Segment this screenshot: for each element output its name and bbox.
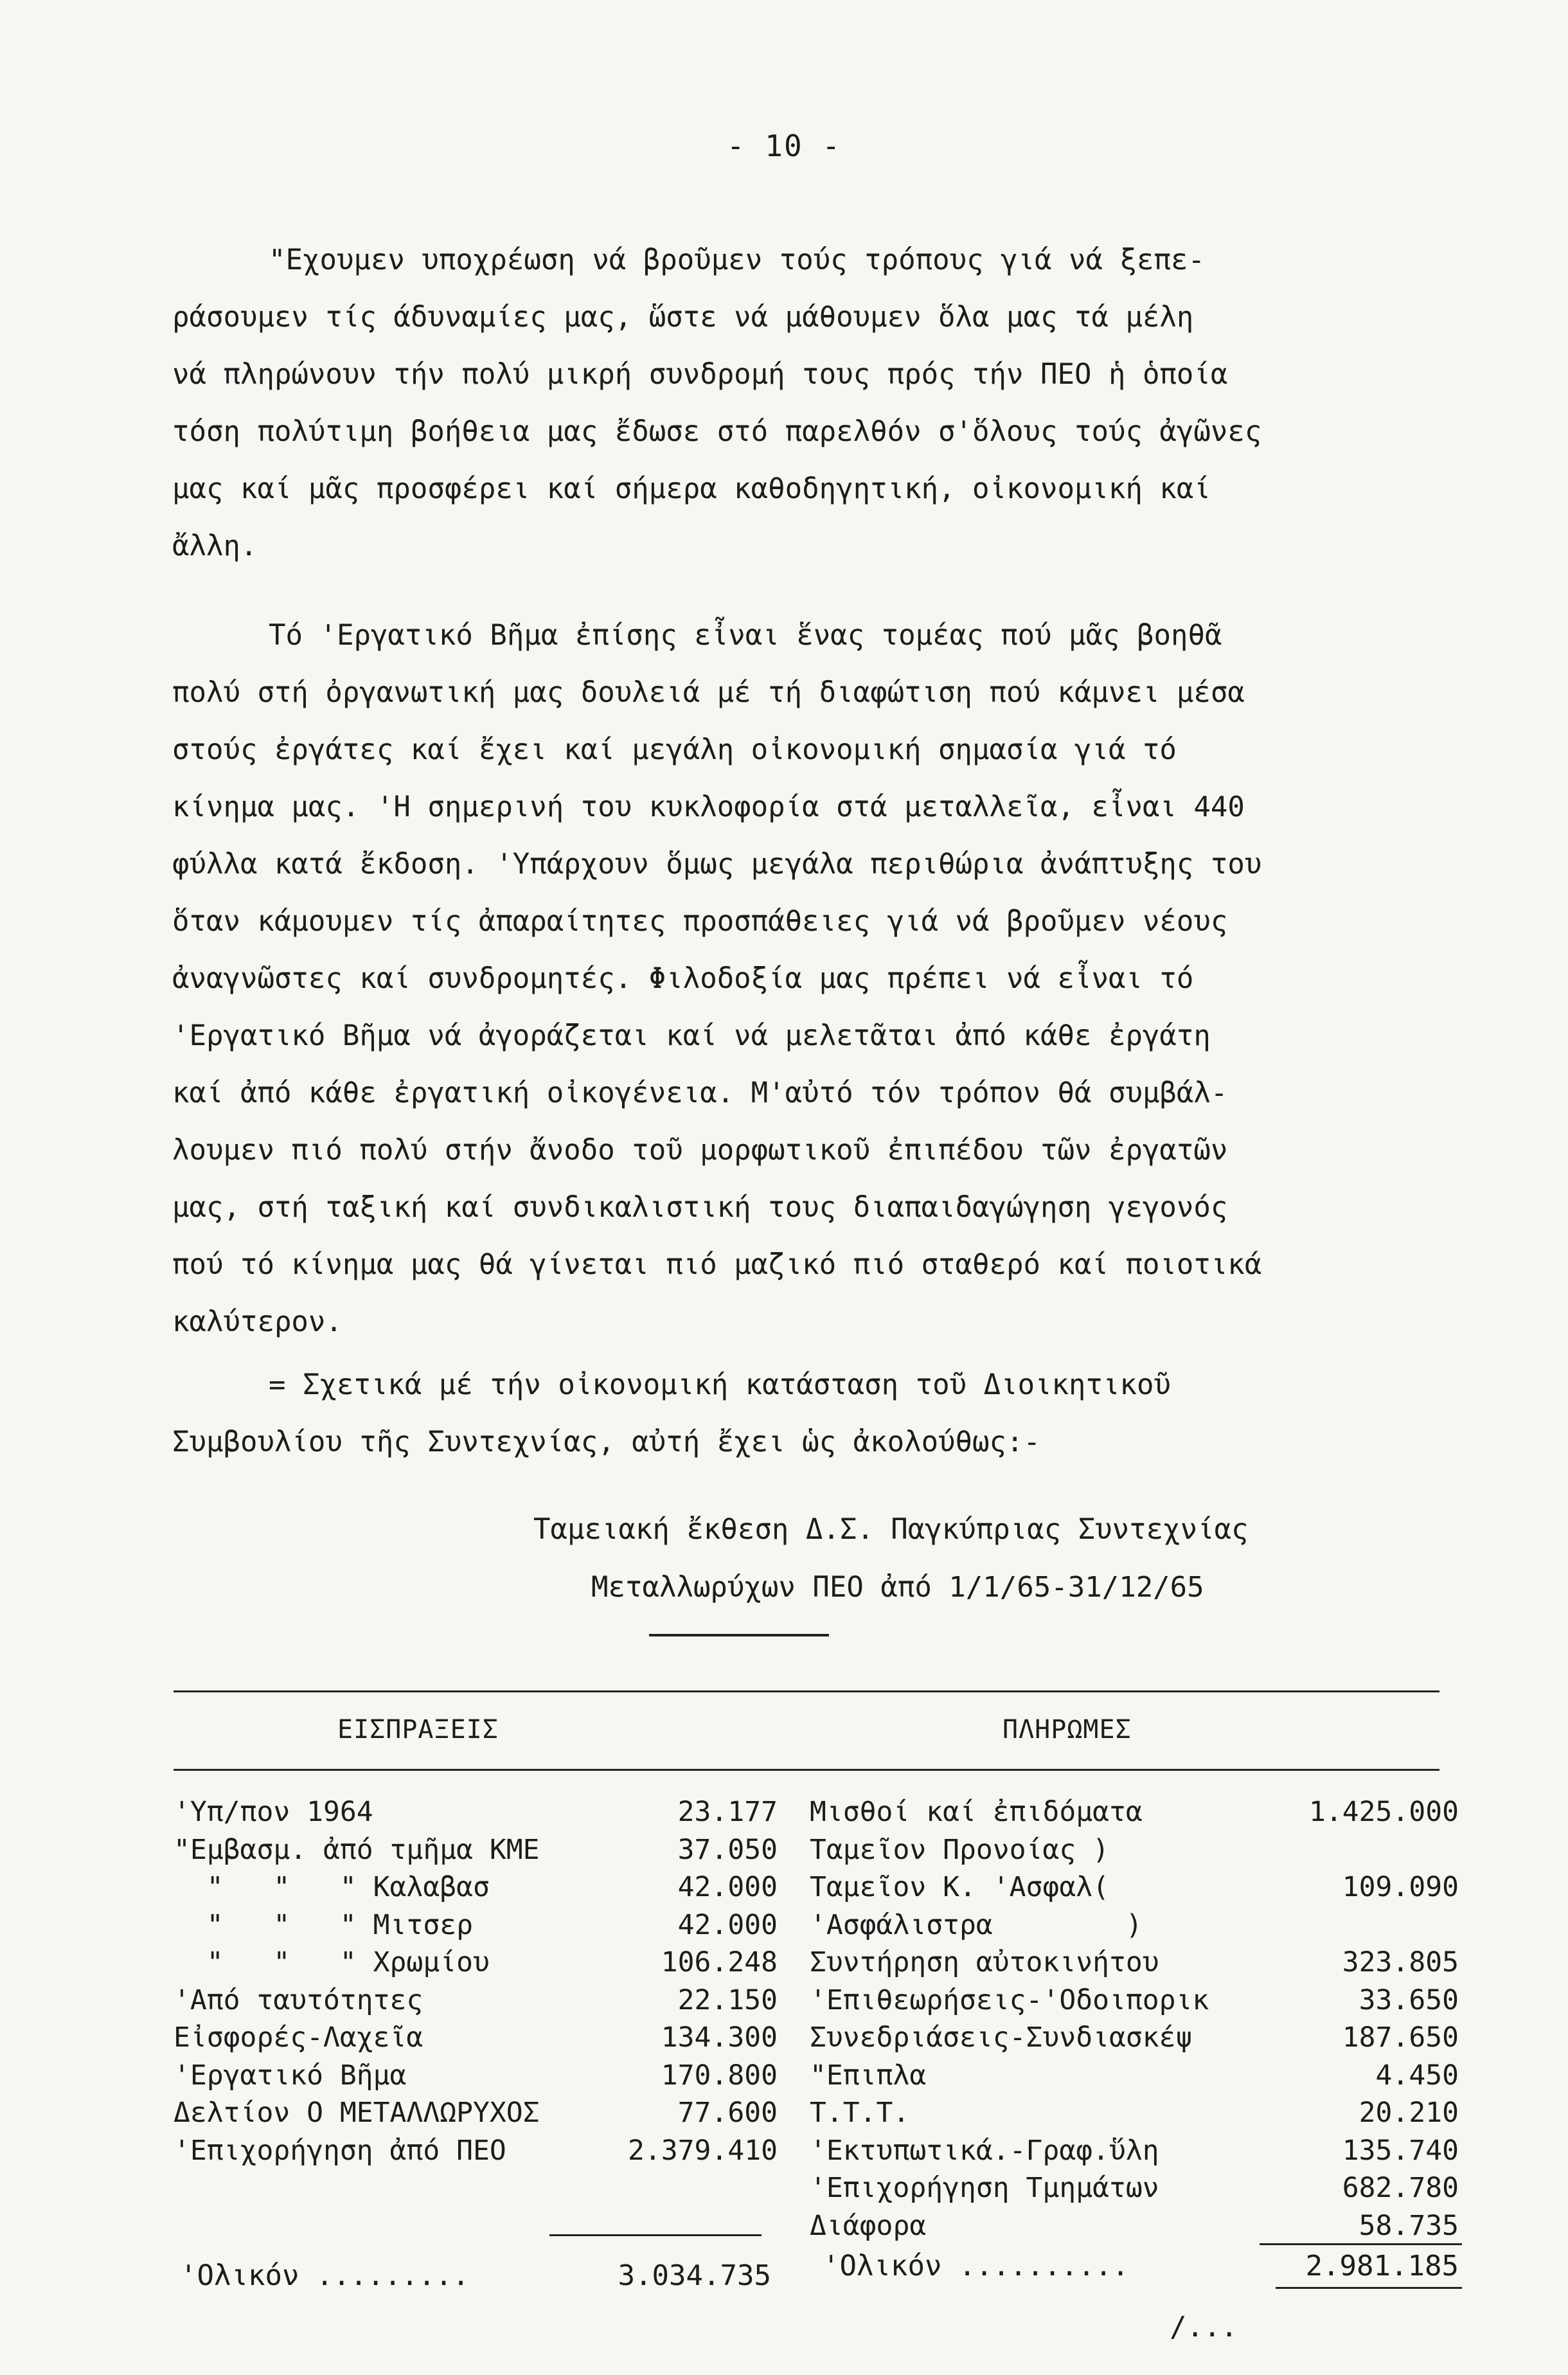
receipt-amount: 23.177 — [677, 1796, 778, 1828]
payment-label: Ταμεῖον Προνοίας ) — [810, 1833, 1109, 1866]
payment-amount — [1362, 1831, 1459, 1869]
receipt-label: 'Από ταυτότητες — [174, 1984, 423, 2016]
heading-underline — [649, 1634, 829, 1636]
receipt-amount: 106.248 — [661, 1946, 778, 1978]
text-line: καί ἀπό κάθε ἐργατική οἰκογένεια. Μ'αὐτό τόν τρόπον θά συμβάλ- — [172, 1077, 1228, 1109]
receipt-amount: 42.000 — [677, 1871, 778, 1903]
text-line: κίνημα μας. 'Η σημερινή του κυκλοφορία στά μεταλλεῖα, εἶναι 440 — [172, 791, 1245, 823]
text-line: πολύ στή ὀργανωτική μας δουλειά μέ τή διαφώτιση πού κάμνει μέσα — [172, 676, 1245, 709]
payment-label: "Επιπλα — [810, 2059, 927, 2092]
receipts-total-amount: 3.034.735 — [618, 2259, 771, 2292]
text-line: λουμεν πιό πολύ στήν ἄνοδο τοῦ μορφωτικοῦ ἐπιπέδου τῶν ἐργατῶν — [172, 1134, 1228, 1167]
paragraph-financial-intro — [172, 1356, 1432, 1471]
payment-label: Τ.Τ.Τ. — [810, 2097, 910, 2129]
receipt-row — [174, 1982, 778, 2020]
receipt-row — [174, 2132, 778, 2170]
receipt-amount: 134.300 — [661, 2021, 778, 2054]
receipt-amount: 37.050 — [677, 1833, 778, 1866]
payment-row — [810, 1906, 1459, 1944]
text-line: τόση πολύτιμη βοήθεια μας ἔδωσε στό παρελθόν σ'ὅλους τούς ἀγῶνες — [172, 415, 1262, 448]
payment-amount: 58.735 — [1359, 2209, 1459, 2242]
payment-amount: 135.740 — [1342, 2134, 1459, 2167]
receipt-row — [174, 1944, 778, 1982]
receipts-total-row — [180, 2259, 771, 2292]
text-line: πού τό κίνημα μας θά γίνεται πιό μαζικό πιό σταθερό καί ποιοτικά — [172, 1248, 1262, 1281]
paragraph-ergatiko-vima — [172, 607, 1432, 1350]
text-line: ἀναγνῶστες καί συνδρομητές. Φιλοδοξία μας πρέπει νά εἶναι τό — [172, 962, 1194, 995]
payments-total-label: 'Ολικόν .......... — [823, 2250, 1129, 2282]
payments-total-underline — [1276, 2287, 1462, 2289]
payments-column — [810, 1793, 1459, 2245]
report-heading-line1: Ταμειακή ἔκθεση Δ.Σ. Παγκύπριας Συντεχνίας — [533, 1513, 1249, 1546]
receipt-label: "Εμβασμ. ἀπό τμῆμα ΚΜΕ — [174, 1833, 540, 1866]
payments-total-row — [823, 2250, 1459, 2282]
receipt-label: " " " Καλαβασ — [174, 1871, 490, 1903]
payment-amount: 187.650 — [1342, 2021, 1459, 2054]
payment-row — [810, 2057, 1459, 2095]
payment-amount: 109.090 — [1342, 1871, 1459, 1903]
payment-row — [810, 1793, 1459, 1831]
payment-label: Ταμεῖον Κ. 'Ασφαλ( — [810, 1871, 1109, 1903]
text-line: ράσουμεν τίς άδυναμίες μας, ὥστε νά μάθουμεν ὅλα μας τά μέλη — [172, 301, 1194, 334]
payment-label: Συνεδριάσεις-Συνδιασκέψ — [810, 2021, 1193, 2054]
payment-row — [810, 1869, 1459, 1906]
receipts-sum-rule — [549, 2234, 762, 2236]
payment-row — [810, 1944, 1459, 1982]
receipt-row — [174, 2057, 778, 2095]
table-top-rule — [174, 1690, 1439, 1692]
receipt-label: Δελτίον Ο ΜΕΤΑΛΛΩΡΥΧΟΣ — [174, 2097, 540, 2129]
receipt-amount: 77.600 — [677, 2097, 778, 2129]
receipt-row — [174, 2019, 778, 2057]
text-line: στούς ἐργάτες καί ἔχει καί μεγάλη οἰκονομική σημασία γιά τό — [172, 733, 1177, 766]
receipt-row — [174, 2094, 778, 2132]
payments-total-amount: 2.981.185 — [1305, 2250, 1459, 2282]
payment-label: Συντήρηση αὐτοκινήτου — [810, 1946, 1159, 1978]
payment-amount: 323.805 — [1342, 1946, 1459, 1978]
text-line: καλύτερον. — [172, 1305, 343, 1338]
receipt-label: 'Εργατικό Βῆμα — [174, 2059, 407, 2092]
receipt-amount: 170.800 — [661, 2059, 778, 2092]
text-line: ἄλλη. — [172, 530, 258, 562]
receipt-label: " " " Χρωμίου — [174, 1946, 490, 1978]
text-line: "Εχουμεν υποχρέωση νά βροῦμεν τούς τρόπους γιά νά ξεπε- — [269, 244, 1205, 276]
report-heading — [527, 1501, 1427, 1617]
payment-row — [810, 2019, 1459, 2057]
payment-row — [810, 2169, 1459, 2207]
receipt-amount: 42.000 — [677, 1908, 778, 1941]
receipt-row — [174, 1831, 778, 1869]
payment-amount: 4.450 — [1375, 2059, 1459, 2092]
payment-row — [810, 2132, 1459, 2170]
text-line: μας καί μᾶς προσφέρει καί σήμερα καθοδηγητική, οἰκονομική καί — [172, 472, 1211, 505]
receipt-row — [174, 1869, 778, 1906]
payment-amount: 1.425.000 — [1309, 1796, 1459, 1828]
receipts-column — [174, 1793, 778, 2169]
payment-amount: 682.780 — [1342, 2172, 1459, 2204]
receipt-label: 'Επιχορήγηση ἀπό ΠΕΟ — [174, 2134, 506, 2167]
receipt-label: 'Υπ/πον 1964 — [174, 1796, 373, 1828]
payments-sum-rule — [1260, 2243, 1462, 2245]
receipt-label: Εἰσφορές-Λαχεῖα — [174, 2021, 423, 2054]
receipt-amount: 22.150 — [677, 1984, 778, 2016]
payments-header: ΠΛΗΡΩΜΕΣ — [1002, 1715, 1132, 1744]
receipts-total-label: 'Ολικόν ......... — [180, 2259, 470, 2292]
receipt-row — [174, 1793, 778, 1831]
receipt-amount: 2.379.410 — [628, 2134, 778, 2167]
payment-label: 'Εκτυπωτικά.-Γραφ.ὕλη — [810, 2134, 1159, 2167]
payment-amount: 20.210 — [1359, 2097, 1459, 2129]
payment-row — [810, 2094, 1459, 2132]
report-heading-line2: Μεταλλωρύχων ΠΕΟ ἀπό 1/1/65-31/12/65 — [591, 1571, 1204, 1604]
payment-label: 'Επιθεωρήσεις-'Οδοιπορικ — [810, 1984, 1209, 2016]
text-line: ὅταν κάμουμεν τίς ἀπαραίτητες προσπάθειες γιά νά βροῦμεν νέους — [172, 905, 1228, 938]
receipt-label: " " " Μιτσερ — [174, 1908, 473, 1941]
payment-row — [810, 2207, 1459, 2245]
text-line: φύλλα κατά ἔκδοση. 'Υπάρχουν ὅμως μεγάλα περιθώρια ἀνάπτυξης του — [172, 848, 1262, 881]
payment-label: Μισθοί καί ἐπιδόματα — [810, 1796, 1143, 1828]
page-number: - 10 - — [726, 129, 842, 163]
payment-label: Διάφορα — [810, 2209, 927, 2242]
payment-row — [810, 1982, 1459, 2020]
text-line: Συμβουλίου τῆς Συντεχνίας, αὐτή ἔχει ὡς ἀκολούθως:- — [172, 1426, 1041, 1458]
text-line: μας, στή ταξική καί συνδικαλιστική τους διαπαιδαγώγηση γεγονός — [172, 1191, 1228, 1224]
payment-amount: 33.650 — [1359, 1984, 1459, 2016]
payment-row — [810, 1831, 1459, 1869]
receipts-header: ΕΙΣΠΡΑΞΕΙΣ — [337, 1715, 499, 1744]
table-header-rule — [174, 1769, 1439, 1771]
text-line: Τό 'Εργατικό Βῆμα ἐπίσης εἶναι ἕνας τομέας πού μᾶς βοηθᾶ — [269, 619, 1222, 652]
payment-amount — [1362, 1906, 1459, 1944]
payment-label: 'Επιχορήγηση Τμημάτων — [810, 2172, 1159, 2204]
receipt-row — [174, 1906, 778, 1944]
text-line: 'Εργατικό Βῆμα νά ἀγοράζεται καί νά μελετᾶται ἀπό κάθε ἐργάτη — [172, 1019, 1211, 1052]
payment-label: 'Ασφάλιστρα ) — [810, 1908, 1143, 1941]
text-line: νά πληρώνουν τήν πολύ μικρή συνδρομή τους πρός τήν ΠΕΟ ἡ ὁποία — [172, 358, 1228, 391]
text-line: = Σχετικά μέ τήν οἰκονομική κατάσταση τοῦ Διοικητικοῦ — [269, 1368, 1171, 1401]
paragraph-membership — [172, 231, 1432, 575]
continuation-mark: /... — [1170, 2311, 1238, 2344]
